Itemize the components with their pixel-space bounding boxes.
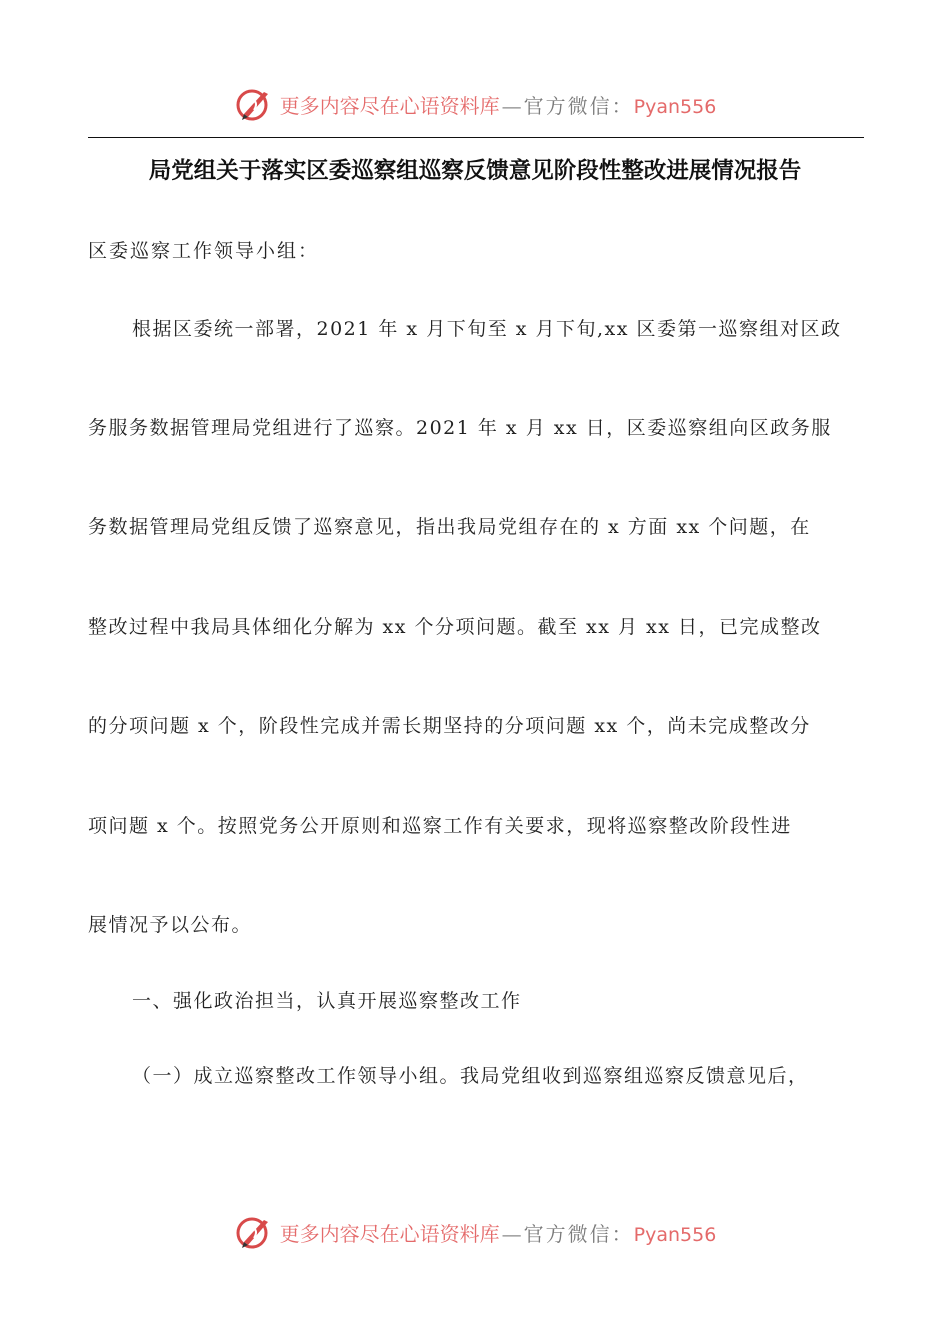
banner-wechat-label: 官方微信：: [523, 93, 634, 118]
document-title: 局党组关于落实区委巡察组巡察反馈意见阶段性整改进展情况报告: [148, 158, 802, 184]
header-divider: [88, 137, 864, 138]
pen-logo-icon: [234, 1212, 274, 1252]
banner-site-name: 更多内容尽在心语资料库: [279, 93, 500, 118]
paragraph-line: 项问题 x 个。按照党务公开原则和巡察工作有关要求，现将巡察整改阶段性进: [88, 815, 792, 837]
section-heading: 一、强化政治担当，认真开展巡察整改工作: [132, 990, 522, 1012]
subsection-line: （一）成立巡察整改工作领导小组。我局党组收到巡察组巡察反馈意见后，: [132, 1065, 809, 1087]
footer-banner: [0, 1210, 950, 1254]
pen-logo-icon: [234, 84, 274, 124]
paragraph-line: 务服务数据管理局党组进行了巡察。2021 年 x 月 xx 日，区委巡察组向区政务服: [88, 417, 832, 439]
banner-wechat-id: Pyan556: [633, 95, 717, 118]
paragraph-line: 展情况予以公布。: [88, 914, 253, 936]
paragraph-line: 根据区委统一部署，2021 年 x 月下旬至 x 月下旬,xx 区委第一巡察组对区政: [132, 318, 842, 340]
banner-separator: —: [501, 1221, 522, 1246]
paragraph-line: 务数据管理局党组反馈了巡察意见，指出我局党组存在的 x 方面 xx 个问题，在: [88, 516, 811, 538]
paragraph-line: 的分项问题 x 个，阶段性完成并需长期坚持的分项问题 xx 个，尚未完成整改分: [88, 715, 811, 737]
banner-content: [234, 1212, 717, 1252]
banner-site-name: 更多内容尽在心语资料库: [279, 1221, 500, 1246]
paragraph-line: 整改过程中我局具体细化分解为 xx 个分项问题。截至 xx 月 xx 日，已完成整改: [88, 616, 822, 638]
banner-wechat-label: 官方微信：: [523, 1221, 634, 1246]
banner-wechat-id: Pyan556: [633, 1223, 717, 1246]
salutation: 区委巡察工作领导小组：: [88, 240, 320, 262]
header-banner: [0, 82, 950, 126]
banner-content: [234, 84, 717, 124]
banner-separator: —: [501, 93, 522, 118]
